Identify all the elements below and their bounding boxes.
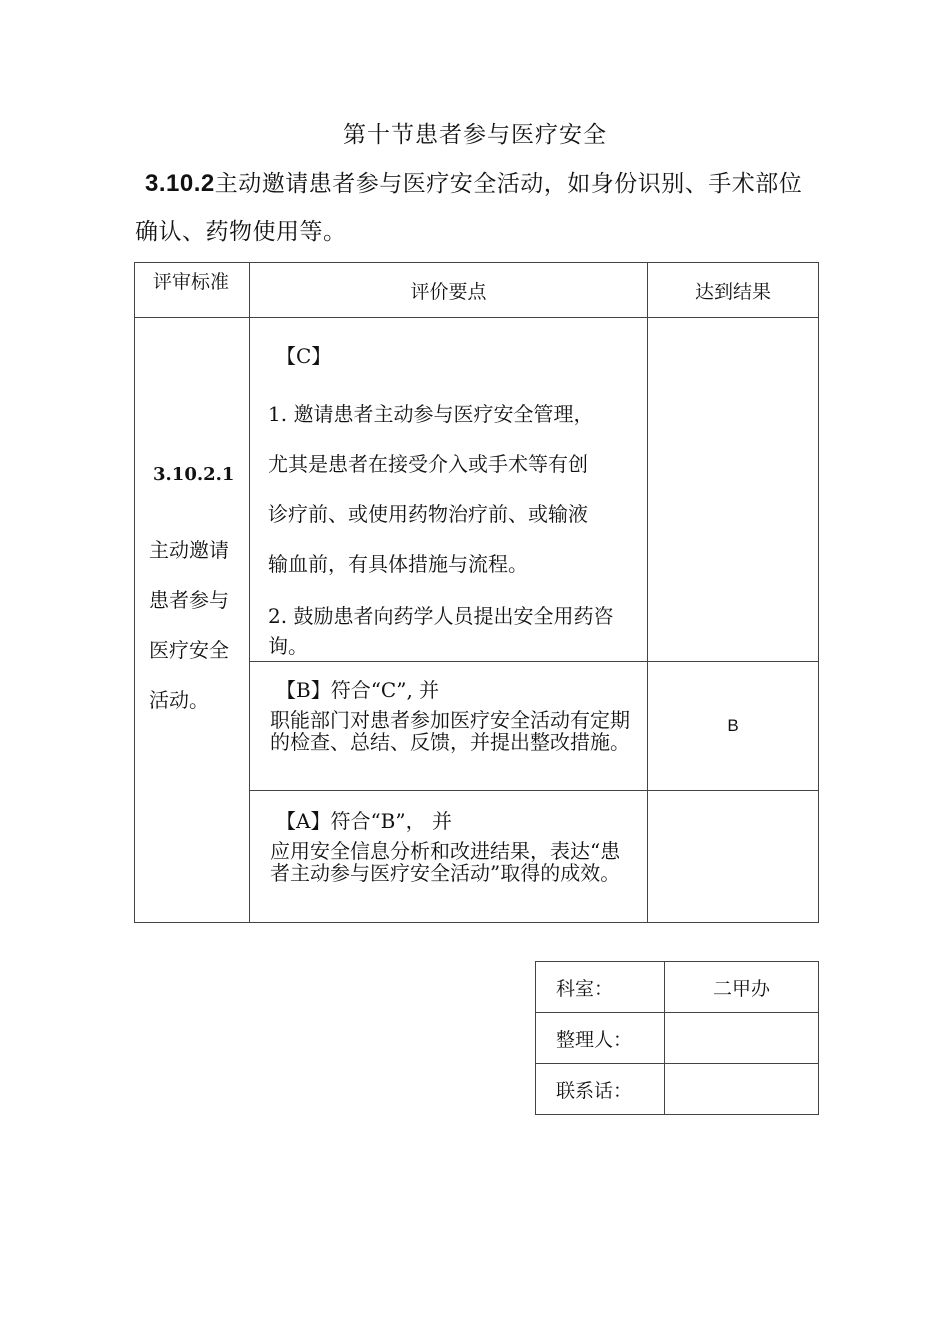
level-c-line: 1. 邀请患者主动参与医疗安全管理， [268,402,594,426]
header-criterion: 评审标准 [135,263,250,318]
table-header-row [135,263,819,318]
criterion-text [149,525,249,725]
level-c-cell [250,318,648,662]
section-number: 3.10.2 [145,170,215,197]
table-row [135,318,819,662]
level-b-label: 【B】符合“C”, 并 [276,678,440,702]
info-row-department [536,962,819,1013]
contact-value [665,1064,819,1115]
level-a-cell [250,791,648,923]
level-a-text: 应用安全信息分析和改进结果，表达“患者主动参与医疗安全活动”取得的成效。 [270,839,621,885]
level-a-label: 【A】符合“B”， 并 [276,809,452,833]
level-c-item2: 2. 鼓励患者向药学人员提出安全用药咨询。 [268,604,614,658]
level-c-result [648,318,819,662]
criterion-line: 患者参与 [149,588,229,612]
level-a-result [648,791,819,923]
contact-label: 联系话： [536,1064,665,1115]
level-b-text: 职能部门对患者参加医疗安全活动有定期的检查、总结、反馈，并提出整改措施。 [270,708,630,754]
criterion-code: 3.10.2.1 [153,464,235,485]
header-key-points: 评价要点 [250,263,648,318]
criterion-line: 活动。 [149,688,209,712]
level-b-result: B [648,662,819,791]
evaluation-table [134,262,819,923]
header-result: 达到结果 [648,263,819,318]
section-heading [135,160,825,256]
department-value: 二甲办 [665,962,819,1013]
info-table [535,961,819,1115]
criterion-line: 主动邀请 [149,538,229,562]
level-c-line: 诊疗前、或使用药物治疗前、或输液 [268,502,588,526]
page-title: 第十节患者参与医疗安全 [343,122,607,148]
compiler-label: 整理人： [536,1013,665,1064]
info-row-compiler [536,1013,819,1064]
section-heading-text: 主动邀请患者参与医疗安全活动，如身份识别、手术部位确认、药物使用等。 [135,171,803,245]
criterion-cell [135,318,250,923]
criterion-line: 医疗安全 [149,638,229,662]
department-label: 科室： [536,962,665,1013]
info-row-contact [536,1064,819,1115]
level-c-line: 尤其是患者在接受介入或手术等有创 [268,452,588,476]
level-c-item1 [268,389,639,589]
level-c-line: 输血前，有具体措施与流程。 [268,552,528,576]
level-b-cell [250,662,648,791]
level-c-label: 【C】 [276,344,332,368]
compiler-value [665,1013,819,1064]
